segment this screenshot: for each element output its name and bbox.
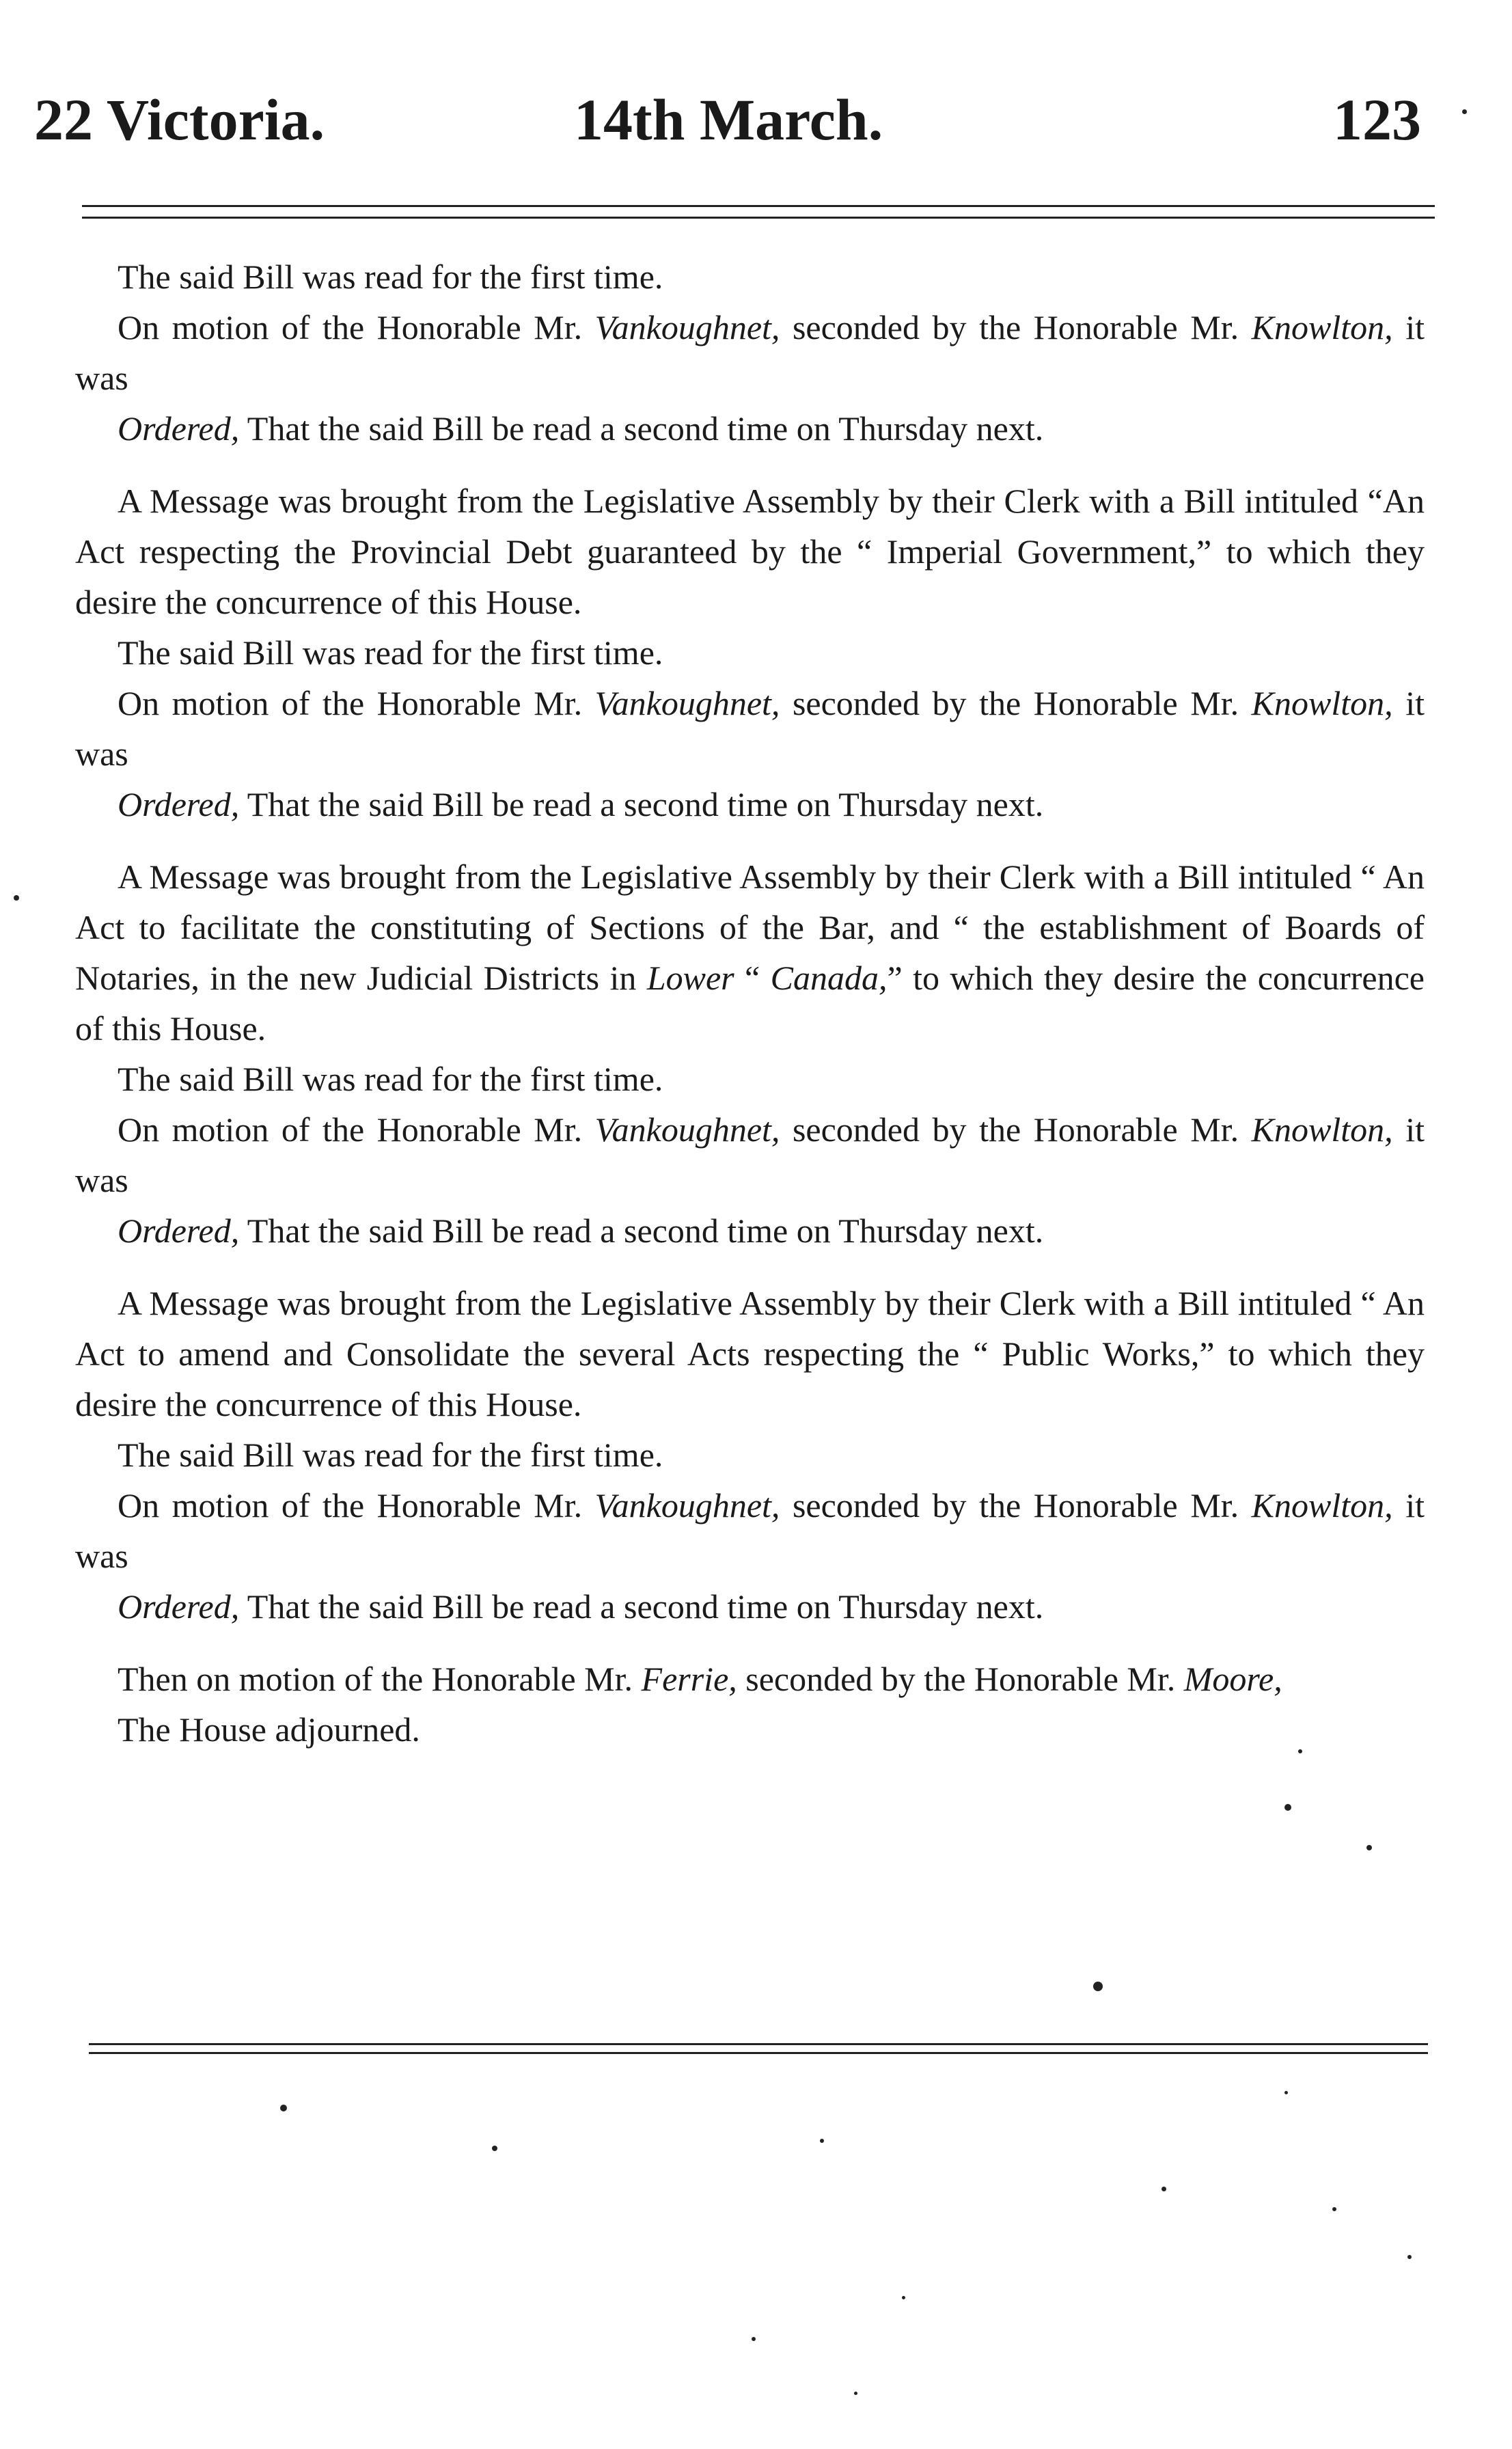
italic-text: Canada, [770,959,888,997]
entry-paragraph [75,1704,1425,1755]
entry-block [75,251,1425,454]
italic-text: Knowlton, [1251,308,1393,346]
text-run: “ [734,959,771,997]
italic-text: Ordered, [118,1587,240,1626]
entry-block [75,1654,1425,1755]
text-run: A Message was brought from the Legislative Assembly by their Clerk with a Bill intituled “ An Act to amend and Consolidate the several Acts respecting the “ Public Works,” to which they desire the concurrence of this House. [75,1284,1425,1423]
entry-paragraph [75,1654,1425,1704]
entry-paragraph [75,779,1425,830]
text-run: On motion of the Honorable Mr. [118,1486,595,1524]
italic-text: Ordered, [118,785,240,823]
ink-speck [1407,2255,1412,2259]
text-run: That the said Bill be read a second time on Thursday next. [239,1587,1044,1626]
italic-text: Knowlton, [1251,1110,1393,1149]
entry-paragraph [75,476,1425,627]
ink-speck [1284,1804,1291,1811]
text-run: On motion of the Honorable Mr. [118,308,595,346]
entry-paragraph [75,403,1425,454]
text-run: A Message was brought from the Legislative Assembly by their Clerk with a Bill intituled “ An Act to facilitate the constituting of Sections of the Bar, and “ the establishment of Boards of Notaries, in the new Judicial Districts in [75,858,1425,997]
entry-paragraph [75,251,1425,302]
ink-speck [752,2337,756,2341]
text-run: That the said Bill be read a second time on Thursday next. [239,785,1044,823]
text-run: The House adjourned. [118,1710,420,1749]
entry-paragraph [75,1429,1425,1480]
ink-speck [854,2392,857,2395]
text-run: That the said Bill be read a second time on Thursday next. [239,1212,1044,1250]
journal-body [75,251,1425,1755]
entry-paragraph [75,678,1425,779]
text-run: seconded by the Honorable Mr. [780,684,1252,722]
ink-speck [902,2296,905,2299]
italic-text: Vankoughnet, [594,1486,780,1524]
text-run: seconded by the Honorable Mr. [780,308,1252,346]
entry-paragraph [75,1104,1425,1205]
text-run: The said Bill was read for the first time. [118,633,663,672]
ink-speck [14,895,19,901]
italic-text: Knowlton, [1251,1486,1393,1524]
page-header [34,75,1428,178]
ink-speck [820,2139,824,2143]
entry-paragraph [75,1581,1425,1632]
ink-speck [492,2146,497,2151]
entry-paragraph [75,1480,1425,1581]
ink-speck [1332,2207,1336,2211]
italic-text: Ordered, [118,1212,240,1250]
regnal-year: 22 Victoria. [34,87,325,152]
header-double-rule [82,205,1435,219]
italic-text: Lower [646,959,734,997]
text-run: seconded by the Honorable Mr. [780,1110,1252,1149]
italic-text: Vankoughnet, [594,684,780,722]
ink-speck [1298,1749,1302,1753]
italic-text: Moore, [1183,1660,1282,1698]
italic-text: Vankoughnet, [594,308,780,346]
entry-paragraph [75,1054,1425,1104]
date-heading: 14th March. [574,87,883,152]
entry-paragraph [75,1205,1425,1256]
entry-paragraph [75,302,1425,403]
text-run: That the said Bill be read a second time on Thursday next. [239,409,1044,448]
text-run: On motion of the Honorable Mr. [118,684,595,722]
text-run: ” to which they desire the concurrence of this House. [75,959,1425,1048]
text-run: A Message was brought from the Legislative Assembly by their Clerk with a Bill intituled “An Act respecting the Provincial Debt guaranteed by the “ Imperial Government,” to which they desire the concurrence of this House. [75,482,1425,621]
text-run: it was [75,684,1425,773]
italic-text: Ferrie, [641,1660,737,1698]
ink-speck [280,2105,287,2111]
text-run: The said Bill was read for the first time. [118,258,663,296]
entry-paragraph [75,1278,1425,1429]
text-run: The said Bill was read for the first time. [118,1060,663,1098]
entry-paragraph [75,627,1425,678]
ink-speck [1366,1845,1372,1850]
ink-speck [1462,109,1467,114]
entry-paragraph [75,851,1425,1054]
page-number: 123 [1333,87,1421,152]
ink-speck [1093,1982,1103,1991]
text-run: it was [75,308,1425,397]
text-run: Then on motion of the Honorable Mr. [118,1660,642,1698]
text-run: On motion of the Honorable Mr. [118,1110,595,1149]
text-run: it was [75,1110,1425,1199]
italic-text: Vankoughnet, [594,1110,780,1149]
italic-text: Ordered, [118,409,240,448]
ink-speck [1284,2091,1288,2094]
text-run: seconded by the Honorable Mr. [737,1660,1184,1698]
text-run: it was [75,1486,1425,1575]
ink-speck [1162,2187,1166,2191]
entry-block [75,476,1425,830]
text-run: The said Bill was read for the first time. [118,1436,663,1474]
entry-block [75,1278,1425,1632]
text-run: seconded by the Honorable Mr. [780,1486,1252,1524]
entry-block [75,851,1425,1256]
italic-text: Knowlton, [1251,684,1393,722]
footer-double-rule [89,2043,1428,2054]
